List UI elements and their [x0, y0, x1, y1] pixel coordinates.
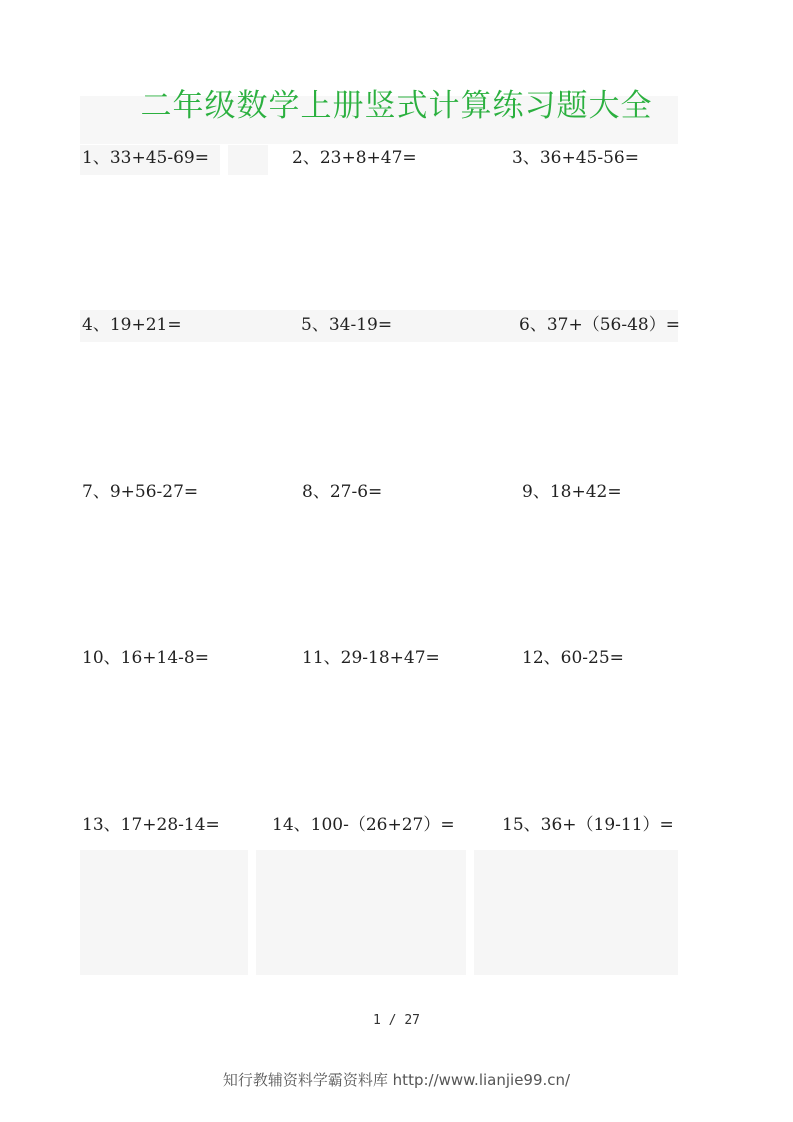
shading-band	[80, 850, 248, 975]
problem-14: 14、100-（26+27）=	[272, 815, 455, 835]
problem-4: 4、19+21=	[82, 315, 182, 335]
shading-band	[256, 850, 466, 975]
problem-8: 8、27-6=	[302, 482, 383, 502]
problem-9: 9、18+42=	[522, 482, 622, 502]
problem-6: 6、37+（56-48）=	[519, 315, 680, 335]
problem-15: 15、36+（19-11）=	[502, 815, 674, 835]
problem-5: 5、34-19=	[301, 315, 393, 335]
shading-band	[474, 850, 678, 975]
problem-1: 1、33+45-69=	[82, 148, 209, 168]
page-title: 二年级数学上册竖式计算练习题大全	[140, 88, 653, 124]
problem-7: 7、9+56-27=	[82, 482, 199, 502]
shading-band	[228, 145, 268, 175]
problem-2: 2、23+8+47=	[292, 148, 417, 168]
footer-watermark: 知行教辅资料学霸资料库 http://www.lianjie99.cn/	[222, 1071, 571, 1089]
problem-11: 11、29-18+47=	[302, 648, 440, 668]
page-number: 1 / 27	[373, 1013, 420, 1028]
problem-3: 3、36+45-56=	[512, 148, 639, 168]
problem-10: 10、16+14-8=	[82, 648, 209, 668]
problem-13: 13、17+28-14=	[82, 815, 220, 835]
problem-12: 12、60-25=	[522, 648, 624, 668]
